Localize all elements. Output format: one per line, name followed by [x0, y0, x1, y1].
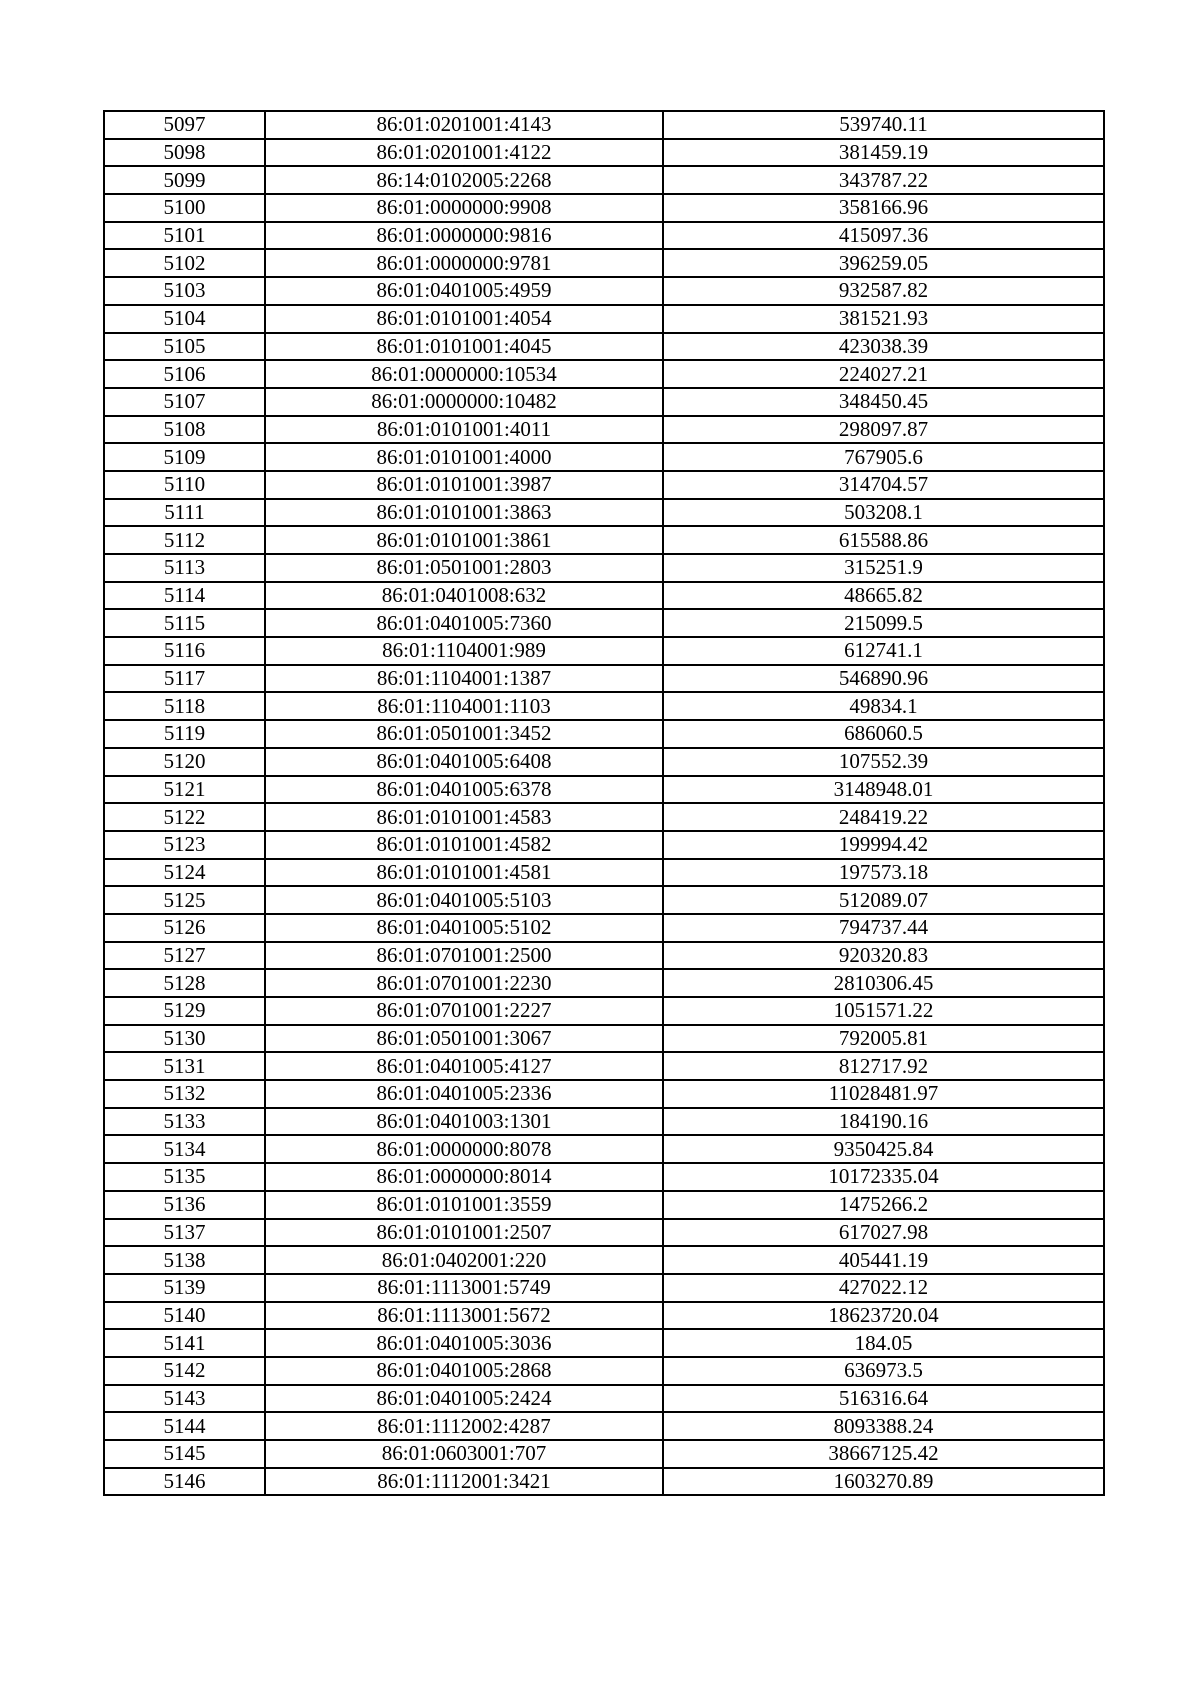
- cadastral-value-cell: 932587.82: [663, 277, 1104, 305]
- cadastral-value-cell: 48665.82: [663, 582, 1104, 610]
- table-row: [104, 222, 1104, 250]
- table-row: [104, 1329, 1104, 1357]
- cadastral-value-cell: 49834.1: [663, 692, 1104, 720]
- table-row: [104, 859, 1104, 887]
- cadastral-value-cell: 9350425.84: [663, 1135, 1104, 1163]
- cadastral-value-cell: 11028481.97: [663, 1080, 1104, 1108]
- cadastral-number-cell: 86:01:0701001:2500: [265, 942, 663, 970]
- cadastral-value-cell: 10172335.04: [663, 1163, 1104, 1191]
- cadastral-value-cell: 686060.5: [663, 720, 1104, 748]
- cadastral-value-cell: 794737.44: [663, 914, 1104, 942]
- cadastral-value-cell: 615588.86: [663, 526, 1104, 554]
- table-row: [104, 416, 1104, 444]
- cadastral-value-cell: 38667125.42: [663, 1440, 1104, 1468]
- table-row: [104, 886, 1104, 914]
- cadastral-value-cell: 546890.96: [663, 665, 1104, 693]
- row-number-cell: 5146: [104, 1468, 265, 1496]
- cadastral-value-table: [103, 110, 1105, 1496]
- table-row: [104, 1080, 1104, 1108]
- row-number-cell: 5108: [104, 416, 265, 444]
- table-row: [104, 1135, 1104, 1163]
- table-row: [104, 997, 1104, 1025]
- cadastral-number-cell: 86:01:0101001:2507: [265, 1219, 663, 1247]
- row-number-cell: 5124: [104, 859, 265, 887]
- row-number-cell: 5128: [104, 969, 265, 997]
- table-row: [104, 637, 1104, 665]
- table-row: [104, 582, 1104, 610]
- cadastral-value-cell: 516316.64: [663, 1385, 1104, 1413]
- row-number-cell: 5113: [104, 554, 265, 582]
- table-row: [104, 333, 1104, 361]
- row-number-cell: 5120: [104, 748, 265, 776]
- row-number-cell: 5123: [104, 831, 265, 859]
- cadastral-number-cell: 86:01:1104001:1103: [265, 692, 663, 720]
- cadastral-number-cell: 86:01:0401005:6378: [265, 776, 663, 804]
- row-number-cell: 5140: [104, 1302, 265, 1330]
- table-row: [104, 554, 1104, 582]
- table-row: [104, 1052, 1104, 1080]
- cadastral-value-cell: 1051571.22: [663, 997, 1104, 1025]
- row-number-cell: 5103: [104, 277, 265, 305]
- table-row: [104, 776, 1104, 804]
- row-number-cell: 5111: [104, 499, 265, 527]
- table-row: [104, 914, 1104, 942]
- cadastral-number-cell: 86:01:0501001:3452: [265, 720, 663, 748]
- cadastral-number-cell: 86:01:1112001:3421: [265, 1468, 663, 1496]
- cadastral-value-cell: 298097.87: [663, 416, 1104, 444]
- row-number-cell: 5106: [104, 360, 265, 388]
- cadastral-number-cell: 86:01:0101001:4045: [265, 333, 663, 361]
- cadastral-number-cell: 86:01:0101001:4054: [265, 305, 663, 333]
- row-number-cell: 5105: [104, 333, 265, 361]
- row-number-cell: 5110: [104, 471, 265, 499]
- cadastral-number-cell: 86:01:0501001:2803: [265, 554, 663, 582]
- row-number-cell: 5133: [104, 1108, 265, 1136]
- table-row: [104, 1440, 1104, 1468]
- cadastral-number-cell: 86:01:0000000:9781: [265, 249, 663, 277]
- table-row: [104, 1246, 1104, 1274]
- cadastral-number-cell: 86:01:0101001:3987: [265, 471, 663, 499]
- row-number-cell: 5138: [104, 1246, 265, 1274]
- table-row: [104, 249, 1104, 277]
- row-number-cell: 5125: [104, 886, 265, 914]
- table-row: [104, 1357, 1104, 1385]
- cadastral-number-cell: 86:01:0401005:6408: [265, 748, 663, 776]
- cadastral-number-cell: 86:01:1113001:5749: [265, 1274, 663, 1302]
- cadastral-number-cell: 86:01:0101001:4582: [265, 831, 663, 859]
- cadastral-value-cell: 812717.92: [663, 1052, 1104, 1080]
- cadastral-number-cell: 86:01:0101001:4000: [265, 443, 663, 471]
- cadastral-number-cell: 86:01:0401005:4959: [265, 277, 663, 305]
- table-row: [104, 692, 1104, 720]
- cadastral-value-cell: 396259.05: [663, 249, 1104, 277]
- cadastral-number-cell: 86:01:0000000:9816: [265, 222, 663, 250]
- cadastral-number-cell: 86:01:0101001:3861: [265, 526, 663, 554]
- row-number-cell: 5139: [104, 1274, 265, 1302]
- table-row: [104, 609, 1104, 637]
- cadastral-value-cell: 792005.81: [663, 1025, 1104, 1053]
- row-number-cell: 5122: [104, 803, 265, 831]
- row-number-cell: 5119: [104, 720, 265, 748]
- row-number-cell: 5143: [104, 1385, 265, 1413]
- cadastral-number-cell: 86:01:0101001:4011: [265, 416, 663, 444]
- cadastral-number-cell: 86:01:0201001:4122: [265, 139, 663, 167]
- cadastral-number-cell: 86:01:0402001:220: [265, 1246, 663, 1274]
- row-number-cell: 5134: [104, 1135, 265, 1163]
- row-number-cell: 5142: [104, 1357, 265, 1385]
- table-row: [104, 111, 1104, 139]
- cadastral-number-cell: 86:01:0401003:1301: [265, 1108, 663, 1136]
- cadastral-value-cell: 199994.42: [663, 831, 1104, 859]
- cadastral-number-cell: 86:01:0401005:3036: [265, 1329, 663, 1357]
- cadastral-value-cell: 18623720.04: [663, 1302, 1104, 1330]
- table-row: [104, 277, 1104, 305]
- cadastral-number-cell: 86:01:0101001:4581: [265, 859, 663, 887]
- row-number-cell: 5135: [104, 1163, 265, 1191]
- table-row: [104, 443, 1104, 471]
- table-row: [104, 1468, 1104, 1496]
- cadastral-value-cell: 184190.16: [663, 1108, 1104, 1136]
- cadastral-number-cell: 86:01:0401005:5102: [265, 914, 663, 942]
- table-row: [104, 1385, 1104, 1413]
- cadastral-number-cell: 86:01:0000000:10534: [265, 360, 663, 388]
- cadastral-number-cell: 86:01:0401005:2868: [265, 1357, 663, 1385]
- row-number-cell: 5116: [104, 637, 265, 665]
- cadastral-number-cell: 86:01:0101001:3863: [265, 499, 663, 527]
- row-number-cell: 5129: [104, 997, 265, 1025]
- row-number-cell: 5114: [104, 582, 265, 610]
- row-number-cell: 5117: [104, 665, 265, 693]
- cadastral-value-cell: 8093388.24: [663, 1412, 1104, 1440]
- cadastral-number-cell: 86:01:0401005:5103: [265, 886, 663, 914]
- cadastral-value-cell: 3148948.01: [663, 776, 1104, 804]
- row-number-cell: 5130: [104, 1025, 265, 1053]
- cadastral-value-cell: 314704.57: [663, 471, 1104, 499]
- cadastral-number-cell: 86:01:0401005:2424: [265, 1385, 663, 1413]
- cadastral-value-cell: 1475266.2: [663, 1191, 1104, 1219]
- cadastral-value-cell: 197573.18: [663, 859, 1104, 887]
- table-row: [104, 471, 1104, 499]
- cadastral-number-cell: 86:01:0401005:4127: [265, 1052, 663, 1080]
- cadastral-value-cell: 343787.22: [663, 166, 1104, 194]
- row-number-cell: 5101: [104, 222, 265, 250]
- cadastral-value-cell: 2810306.45: [663, 969, 1104, 997]
- cadastral-value-cell: 767905.6: [663, 443, 1104, 471]
- table-row: [104, 803, 1104, 831]
- row-number-cell: 5109: [104, 443, 265, 471]
- cadastral-number-cell: 86:01:0201001:4143: [265, 111, 663, 139]
- table-row: [104, 942, 1104, 970]
- cadastral-number-cell: 86:01:0000000:10482: [265, 388, 663, 416]
- cadastral-number-cell: 86:01:1104001:1387: [265, 665, 663, 693]
- row-number-cell: 5131: [104, 1052, 265, 1080]
- row-number-cell: 5097: [104, 111, 265, 139]
- cadastral-number-cell: 86:01:0401005:2336: [265, 1080, 663, 1108]
- cadastral-number-cell: 86:01:0000000:9908: [265, 194, 663, 222]
- row-number-cell: 5107: [104, 388, 265, 416]
- table-row: [104, 1108, 1104, 1136]
- cadastral-number-cell: 86:01:0701001:2227: [265, 997, 663, 1025]
- table-row: [104, 360, 1104, 388]
- table-row: [104, 720, 1104, 748]
- row-number-cell: 5144: [104, 1412, 265, 1440]
- cadastral-number-cell: 86:01:0501001:3067: [265, 1025, 663, 1053]
- table-row: [104, 1191, 1104, 1219]
- row-number-cell: 5121: [104, 776, 265, 804]
- table-row: [104, 1274, 1104, 1302]
- cadastral-value-cell: 107552.39: [663, 748, 1104, 776]
- table-row: [104, 1163, 1104, 1191]
- table-row: [104, 1412, 1104, 1440]
- table-row: [104, 1302, 1104, 1330]
- cadastral-number-cell: 86:01:0603001:707: [265, 1440, 663, 1468]
- row-number-cell: 5127: [104, 942, 265, 970]
- cadastral-value-cell: 512089.07: [663, 886, 1104, 914]
- cadastral-number-cell: 86:01:0000000:8014: [265, 1163, 663, 1191]
- cadastral-value-cell: 215099.5: [663, 609, 1104, 637]
- cadastral-value-cell: 184.05: [663, 1329, 1104, 1357]
- row-number-cell: 5132: [104, 1080, 265, 1108]
- table-row: [104, 388, 1104, 416]
- cadastral-value-cell: 315251.9: [663, 554, 1104, 582]
- table-row: [104, 305, 1104, 333]
- cadastral-value-cell: 358166.96: [663, 194, 1104, 222]
- cadastral-value-cell: 539740.11: [663, 111, 1104, 139]
- table-row: [104, 969, 1104, 997]
- table-row: [104, 831, 1104, 859]
- cadastral-number-cell: 86:01:0701001:2230: [265, 969, 663, 997]
- cadastral-value-cell: 920320.83: [663, 942, 1104, 970]
- row-number-cell: 5141: [104, 1329, 265, 1357]
- row-number-cell: 5115: [104, 609, 265, 637]
- cadastral-number-cell: 86:01:1104001:989: [265, 637, 663, 665]
- cadastral-number-cell: 86:01:1112002:4287: [265, 1412, 663, 1440]
- row-number-cell: 5098: [104, 139, 265, 167]
- cadastral-value-cell: 248419.22: [663, 803, 1104, 831]
- table-body: [104, 111, 1104, 1495]
- cadastral-value-cell: 423038.39: [663, 333, 1104, 361]
- cadastral-value-cell: 617027.98: [663, 1219, 1104, 1247]
- row-number-cell: 5100: [104, 194, 265, 222]
- cadastral-value-cell: 1603270.89: [663, 1468, 1104, 1496]
- cadastral-number-cell: 86:01:0401005:7360: [265, 609, 663, 637]
- table-row: [104, 1219, 1104, 1247]
- cadastral-number-cell: 86:01:0101001:3559: [265, 1191, 663, 1219]
- row-number-cell: 5112: [104, 526, 265, 554]
- cadastral-value-cell: 224027.21: [663, 360, 1104, 388]
- cadastral-value-cell: 612741.1: [663, 637, 1104, 665]
- cadastral-value-cell: 636973.5: [663, 1357, 1104, 1385]
- cadastral-number-cell: 86:01:0000000:8078: [265, 1135, 663, 1163]
- row-number-cell: 5126: [104, 914, 265, 942]
- table-row: [104, 748, 1104, 776]
- table-row: [104, 526, 1104, 554]
- row-number-cell: 5102: [104, 249, 265, 277]
- row-number-cell: 5118: [104, 692, 265, 720]
- cadastral-value-cell: 503208.1: [663, 499, 1104, 527]
- table-row: [104, 166, 1104, 194]
- row-number-cell: 5136: [104, 1191, 265, 1219]
- row-number-cell: 5104: [104, 305, 265, 333]
- cadastral-value-cell: 381521.93: [663, 305, 1104, 333]
- table-row: [104, 139, 1104, 167]
- cadastral-value-cell: 405441.19: [663, 1246, 1104, 1274]
- cadastral-value-cell: 427022.12: [663, 1274, 1104, 1302]
- row-number-cell: 5137: [104, 1219, 265, 1247]
- table-row: [104, 499, 1104, 527]
- row-number-cell: 5099: [104, 166, 265, 194]
- cadastral-value-cell: 381459.19: [663, 139, 1104, 167]
- cadastral-number-cell: 86:01:0401008:632: [265, 582, 663, 610]
- table-row: [104, 665, 1104, 693]
- row-number-cell: 5145: [104, 1440, 265, 1468]
- table-row: [104, 194, 1104, 222]
- cadastral-value-cell: 348450.45: [663, 388, 1104, 416]
- table-row: [104, 1025, 1104, 1053]
- cadastral-number-cell: 86:01:0101001:4583: [265, 803, 663, 831]
- cadastral-number-cell: 86:01:1113001:5672: [265, 1302, 663, 1330]
- cadastral-value-cell: 415097.36: [663, 222, 1104, 250]
- cadastral-number-cell: 86:14:0102005:2268: [265, 166, 663, 194]
